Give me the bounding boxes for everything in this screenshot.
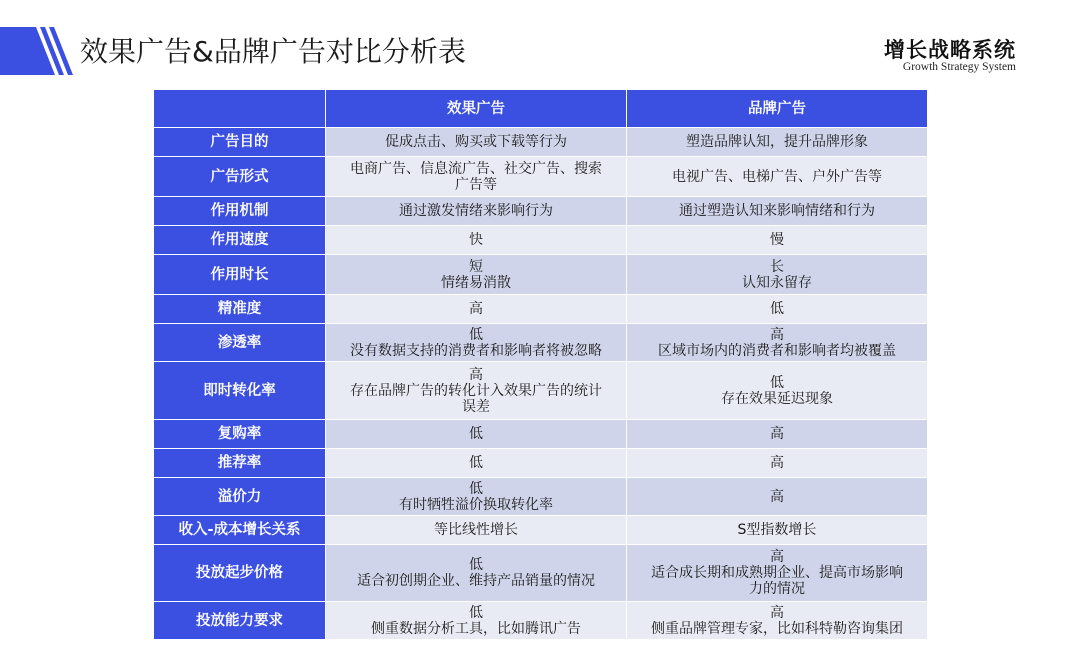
table-row bbox=[154, 197, 928, 226]
cell-text-line: 慢 bbox=[770, 232, 784, 248]
table-row bbox=[154, 226, 928, 255]
cell-text-line: 低 bbox=[469, 326, 483, 343]
cell-text-line: 存在品牌广告的转化计入效果广告的统计 bbox=[350, 382, 602, 399]
cell-text-line: 存在效果延迟现象 bbox=[721, 390, 833, 407]
table-row bbox=[154, 420, 928, 449]
cell-text-line: 通过激发情绪来影响行为 bbox=[399, 203, 553, 219]
brand-ads-cell bbox=[627, 362, 928, 420]
cell-text-line: 有时牺牲溢价换取转化率 bbox=[399, 496, 553, 513]
brand-ads-cell bbox=[627, 545, 928, 602]
effect-ads-cell bbox=[326, 197, 627, 226]
table-row bbox=[154, 545, 928, 602]
row-label: 广告目的 bbox=[154, 128, 326, 157]
table-row bbox=[154, 516, 928, 545]
table-row bbox=[154, 324, 928, 362]
brand-ads-cell bbox=[627, 420, 928, 449]
cell-text-line: 适合成长期和成熟期企业、提高市场影响 bbox=[651, 565, 903, 581]
header-stripe-decoration bbox=[0, 27, 92, 75]
brand-ads-cell bbox=[627, 255, 928, 295]
cell-text-line: 误差 bbox=[462, 398, 490, 415]
effect-ads-cell bbox=[326, 157, 627, 197]
cell-text-line: 促成点击、购买或下载等行为 bbox=[385, 134, 567, 150]
row-label: 即时转化率 bbox=[154, 362, 326, 420]
cell-text-line: 高 bbox=[770, 549, 784, 565]
table-row bbox=[154, 602, 928, 640]
brand-name-cn: 增长战略系统 bbox=[884, 37, 1016, 62]
row-label: 作用时长 bbox=[154, 255, 326, 295]
cell-text-line: 短 bbox=[469, 258, 483, 275]
row-label: 作用机制 bbox=[154, 197, 326, 226]
brand-ads-cell bbox=[627, 516, 928, 545]
cell-text-line: 力的情况 bbox=[749, 581, 805, 597]
row-label: 复购率 bbox=[154, 420, 326, 449]
cell-text-line: 低 bbox=[469, 426, 483, 442]
cell-text-line: 适合初创期企业、维持产品销量的情况 bbox=[357, 573, 595, 589]
row-label: 广告形式 bbox=[154, 157, 326, 197]
header-brand-ads: 品牌广告 bbox=[627, 90, 928, 128]
brand-ads-cell bbox=[627, 449, 928, 478]
effect-ads-cell bbox=[326, 449, 627, 478]
brand-ads-cell bbox=[627, 226, 928, 255]
brand-ads-cell bbox=[627, 478, 928, 516]
page-title: 效果广告&品牌广告对比分析表 bbox=[80, 35, 466, 68]
brand-ads-cell bbox=[627, 324, 928, 362]
cell-text-line: 没有数据支持的消费者和影响者将被忽略 bbox=[350, 342, 602, 359]
effect-ads-cell bbox=[326, 420, 627, 449]
brand-ads-cell bbox=[627, 602, 928, 640]
cell-text-line: 侧重品牌管理专家，比如科特勒咨询集团 bbox=[651, 620, 903, 637]
effect-ads-cell bbox=[326, 295, 627, 324]
brand-ads-cell bbox=[627, 157, 928, 197]
cell-text-line: 高 bbox=[770, 455, 784, 471]
cell-text-line: S型指数增长 bbox=[737, 522, 817, 538]
cell-text-line: 低 bbox=[469, 455, 483, 471]
cell-text-line: 情绪易消散 bbox=[441, 274, 511, 291]
effect-ads-cell bbox=[326, 545, 627, 602]
row-label: 渗透率 bbox=[154, 324, 326, 362]
brand-ads-cell bbox=[627, 128, 928, 157]
table-row bbox=[154, 478, 928, 516]
cell-text-line: 电商广告、信息流广告、社交广告、搜索 bbox=[350, 160, 602, 177]
cell-text-line: 区域市场内的消费者和影响者均被覆盖 bbox=[658, 342, 896, 359]
cell-text-line: 通过塑造认知来影响情绪和行为 bbox=[679, 203, 875, 219]
row-label: 作用速度 bbox=[154, 226, 326, 255]
cell-text-line: 快 bbox=[469, 232, 483, 248]
cell-text-line: 认知永留存 bbox=[742, 274, 812, 291]
cell-text-line: 等比线性增长 bbox=[434, 522, 518, 538]
table-row bbox=[154, 255, 928, 295]
cell-text-line: 低 bbox=[770, 374, 784, 391]
cell-text-line: 低 bbox=[469, 604, 483, 621]
comparison-table bbox=[153, 89, 928, 640]
effect-ads-cell bbox=[326, 255, 627, 295]
header-effect-ads: 效果广告 bbox=[326, 90, 627, 128]
table-row bbox=[154, 128, 928, 157]
effect-ads-cell bbox=[326, 478, 627, 516]
effect-ads-cell bbox=[326, 602, 627, 640]
table-row bbox=[154, 295, 928, 324]
cell-text-line: 低 bbox=[469, 480, 483, 497]
table-header-row bbox=[154, 90, 928, 128]
table-body bbox=[154, 128, 928, 640]
row-label: 收入-成本增长关系 bbox=[154, 516, 326, 545]
cell-text-line: 塑造品牌认知，提升品牌形象 bbox=[686, 134, 868, 150]
cell-text-line: 广告等 bbox=[455, 176, 497, 193]
row-label: 精准度 bbox=[154, 295, 326, 324]
table-row bbox=[154, 157, 928, 197]
row-label: 投放起步价格 bbox=[154, 545, 326, 602]
effect-ads-cell bbox=[326, 324, 627, 362]
row-label: 溢价力 bbox=[154, 478, 326, 516]
table-row bbox=[154, 449, 928, 478]
effect-ads-cell bbox=[326, 128, 627, 157]
cell-text-line: 低 bbox=[770, 301, 784, 317]
cell-text-line: 电视广告、电梯广告、户外广告等 bbox=[672, 168, 882, 185]
cell-text-line: 高 bbox=[770, 488, 784, 505]
effect-ads-cell bbox=[326, 362, 627, 420]
cell-text-line: 低 bbox=[469, 557, 483, 573]
brand-ads-cell bbox=[627, 197, 928, 226]
cell-text-line: 高 bbox=[770, 326, 784, 343]
cell-text-line: 高 bbox=[469, 301, 483, 317]
cell-text-line: 侧重数据分析工具，比如腾讯广告 bbox=[371, 620, 581, 637]
brand-name-en: Growth Strategy System bbox=[902, 61, 1016, 73]
brand-ads-cell bbox=[627, 295, 928, 324]
cell-text-line: 高 bbox=[770, 604, 784, 621]
cell-text-line: 高 bbox=[469, 366, 483, 383]
effect-ads-cell bbox=[326, 226, 627, 255]
row-label: 投放能力要求 bbox=[154, 602, 326, 640]
header-corner-cell bbox=[154, 90, 326, 128]
effect-ads-cell bbox=[326, 516, 627, 545]
cell-text-line: 高 bbox=[770, 426, 784, 442]
row-label: 推荐率 bbox=[154, 449, 326, 478]
cell-text-line: 长 bbox=[770, 258, 784, 275]
table-row bbox=[154, 362, 928, 420]
